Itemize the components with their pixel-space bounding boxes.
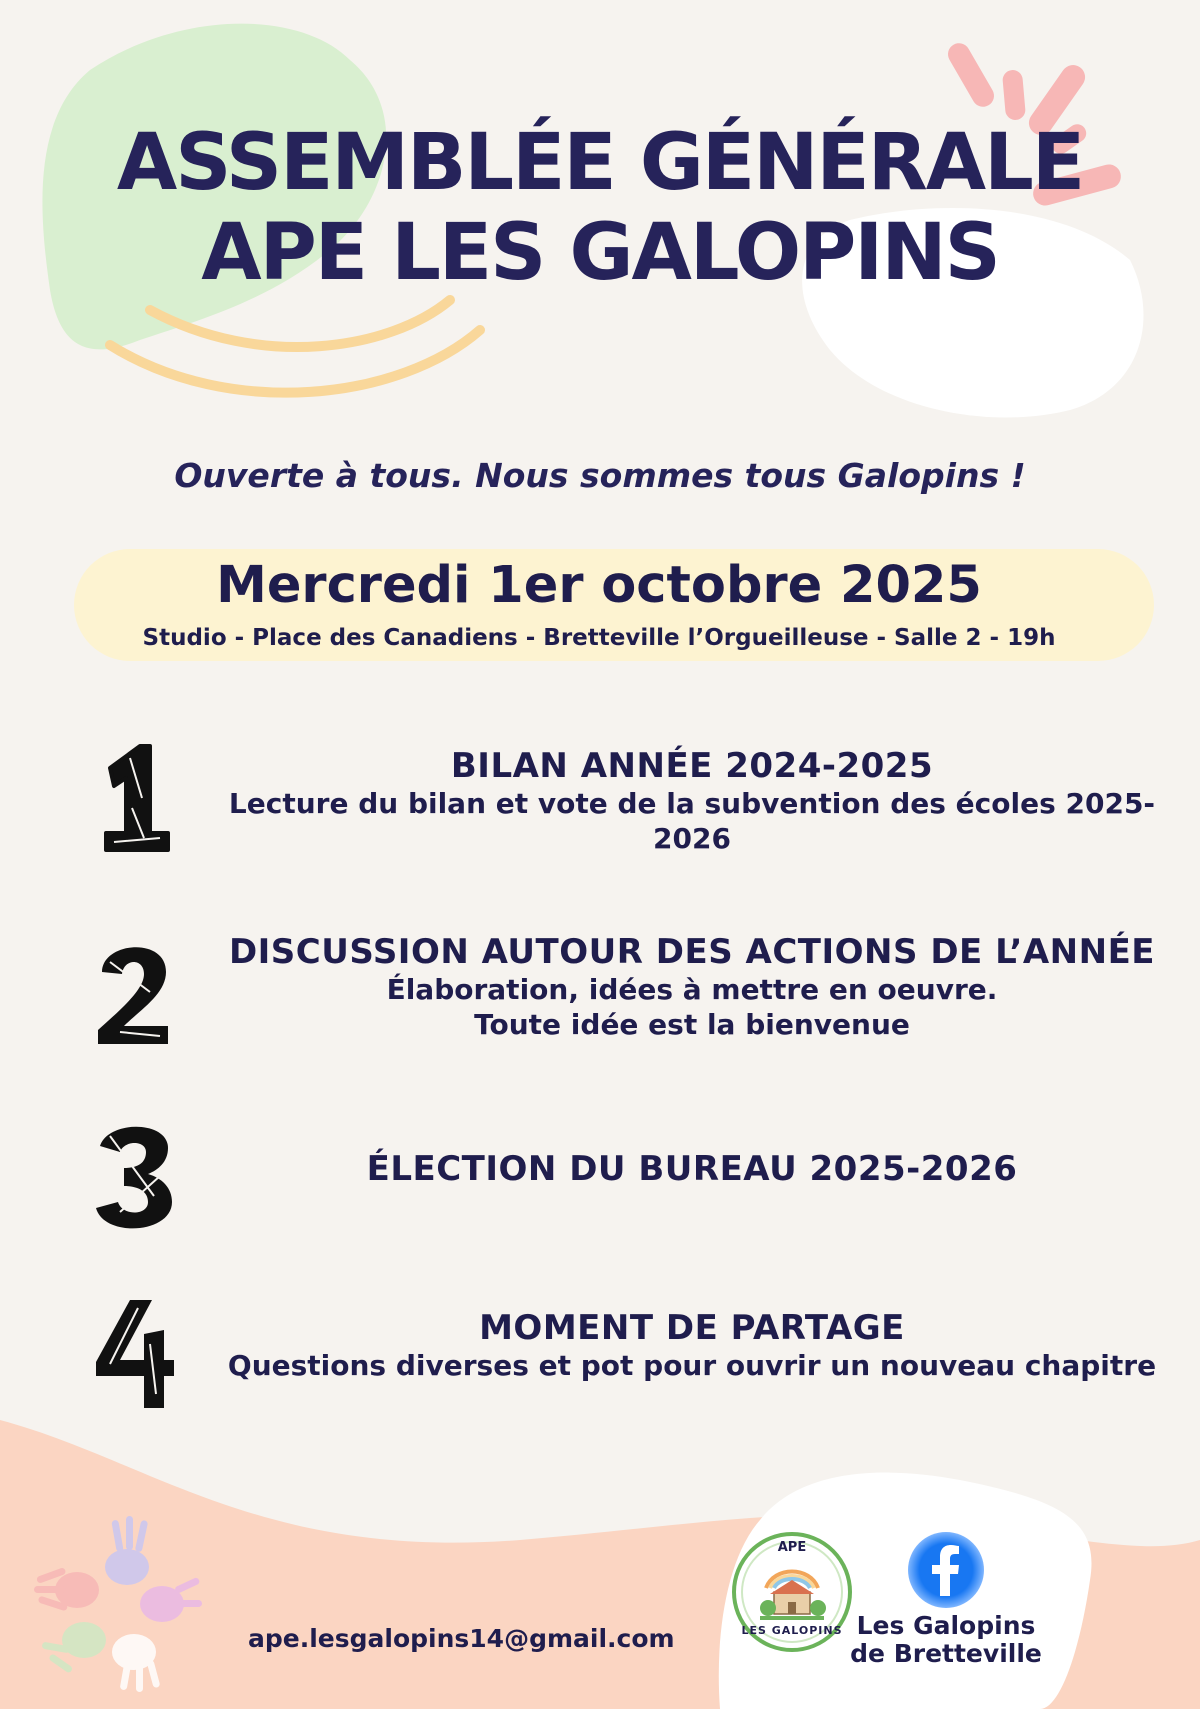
- colorful-hands-icon: [22, 1512, 202, 1692]
- agenda-detail: 2026: [653, 822, 731, 855]
- agenda-heading: MOMENT DE PARTAGE: [479, 1308, 905, 1348]
- agenda-item-3: [220, 1149, 1164, 1189]
- tagline: Ouverte à tous. Nous sommes tous Galopins !: [174, 456, 1026, 495]
- facebook-page-name[interactable]: [836, 1612, 1056, 1668]
- number-1-icon: [90, 738, 178, 858]
- title-line-1: ASSEMBLÉE GÉNÉRALE: [116, 118, 1084, 208]
- logo-text-top: APE: [777, 1540, 807, 1555]
- agenda-heading: ÉLECTION DU BUREAU 2025-2026: [366, 1149, 1018, 1189]
- title-line-2: APE LES GALOPINS: [201, 208, 999, 298]
- number-4-icon: [90, 1294, 178, 1414]
- number-2-icon: [90, 932, 178, 1052]
- agenda-detail: Élaboration, idées à mettre en oeuvre.: [386, 973, 998, 1006]
- contact-email[interactable]: ape.lesgalopins14@gmail.com: [248, 1624, 675, 1653]
- event-date: Mercredi 1er octobre 2025: [216, 556, 982, 615]
- facebook-icon[interactable]: [906, 1530, 986, 1610]
- agenda-detail: Questions diverses et pot pour ouvrir un nouveau chapitre: [227, 1349, 1157, 1382]
- agenda-detail: Lecture du bilan et vote de la subvention des écoles 2025-: [228, 787, 1156, 820]
- agenda-item-2: [220, 932, 1164, 1042]
- facebook-label-line-1: Les Galopins: [856, 1611, 1036, 1640]
- event-location: Studio - Place des Canadiens - Bretteville l’Orgueilleuse - Salle 2 - 19h: [142, 625, 1056, 651]
- yellow-swoosh-2: [110, 330, 480, 393]
- agenda-detail: Toute idée est la bienvenue: [474, 1008, 910, 1041]
- agenda-heading: DISCUSSION AUTOUR DES ACTIONS DE L’ANNÉE: [228, 932, 1156, 972]
- agenda-item-4: [220, 1308, 1164, 1383]
- page-title: [0, 118, 1200, 298]
- agenda-item-1: [220, 746, 1164, 856]
- facebook-label-line-2: de Bretteville: [850, 1639, 1042, 1668]
- agenda-heading: BILAN ANNÉE 2024-2025: [450, 746, 934, 786]
- logo-text-bottom: LES GALOPINS: [741, 1624, 843, 1637]
- number-3-icon: [90, 1116, 178, 1236]
